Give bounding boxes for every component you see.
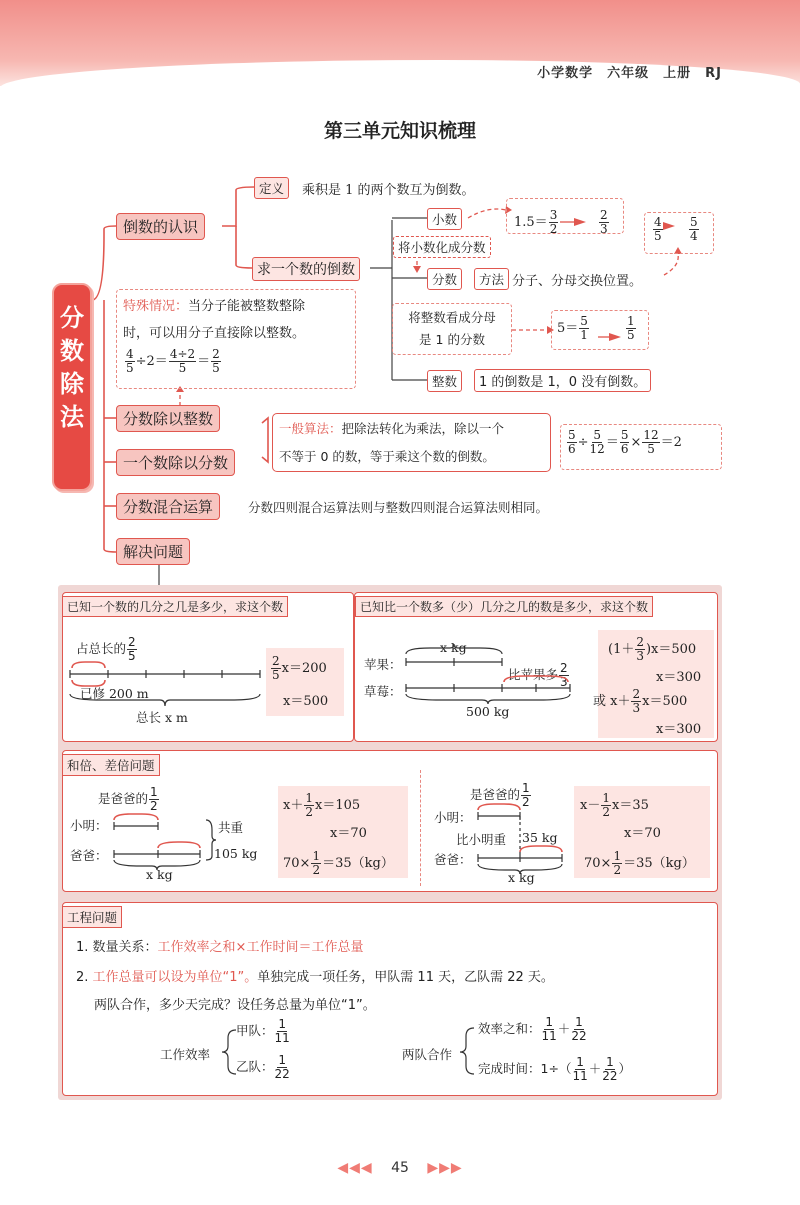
prev-arrows-icon: ◀◀◀ — [337, 1160, 373, 1176]
chapter-title: 分 数 除 法 — [52, 283, 92, 491]
p1-zongchang: 总长 x m — [136, 710, 188, 725]
branch-hunhe: 分数混合运算 — [116, 493, 220, 520]
p3-left-eq3: 70× $\frac{1}{2}$ ＝35（kg） — [283, 849, 394, 877]
p2-bipingguo: 比苹果多 $\frac{2}{3}$ — [508, 661, 568, 689]
branch-jiejue: 解决问题 — [116, 538, 190, 565]
p2-eq4: x＝300 — [656, 722, 702, 737]
hunhe-text: 分数四则混合运算法则与整数四则混合运算法则相同。 — [248, 500, 549, 515]
p3-right-eq2: x＝70 — [624, 826, 661, 841]
p3-right-eq3: 70× $\frac{1}{2}$ ＝35（kg） — [584, 849, 695, 877]
fenshu-label: 分数 — [427, 268, 462, 290]
zhengshu-text: 1 的倒数是 1，0 没有倒数。 — [474, 369, 651, 392]
p3-right-xiaoming: 小明： — [434, 810, 472, 825]
p1-zhan: 占总长的 $\frac{2}{5}$ — [76, 635, 136, 663]
p4-hezuo: 两队合作 — [402, 1047, 453, 1062]
p3-title: 和倍、差倍问题 — [62, 754, 160, 776]
p3-left-xkg: x kg — [146, 867, 173, 882]
p1-eq2: x＝500 — [283, 694, 329, 709]
teshu-line1: 特殊情况：当分子能被整数整除 — [123, 299, 306, 314]
p4-zhihe: 效率之和： $\frac{1}{11}$ ＋ $\frac{1}{22}$ — [478, 1015, 587, 1043]
yiban-example: $\frac{5}{6}$ ÷ $\frac{5}{12}$ ＝ $\frac{5}{6}$ × $\frac{12}{5}$ ＝2 — [568, 428, 682, 456]
yiban-line2: 不等于 0 的数，等于乘这个数的倒数。 — [279, 449, 495, 464]
book-info: 小学数学 六年级 上册 RJ — [537, 66, 722, 81]
next-arrows-icon: ▶▶▶ — [427, 1160, 463, 1176]
p3-right-eq1: x－ $\frac{1}{2}$ x＝35 — [580, 791, 649, 819]
frac-5-4: $\frac{5}{4}$ — [690, 215, 698, 243]
p4-yi: 乙队： $\frac{1}{22}$ — [236, 1053, 290, 1081]
p2-kg500: 500 kg — [466, 704, 510, 719]
p3-left-eq1: x＋ $\frac{1}{2}$ x＝105 — [283, 791, 361, 819]
fangfa-label: 方法 — [474, 268, 509, 290]
xiaoshu-result: $\frac{2}{3}$ — [600, 208, 608, 236]
dingyi-text: 乘积是 1 的两个数互为倒数。 — [302, 183, 475, 198]
p3-left-shibaba: 是爸爸的 $\frac{1}{2}$ — [98, 785, 158, 813]
branch-fen-zheng: 分数除以整数 — [116, 405, 220, 432]
p2-eq2: x＝300 — [656, 670, 702, 685]
p3-right-kg35: 35 kg — [522, 830, 558, 845]
branch-daoshu: 倒数的认识 — [116, 213, 205, 240]
p3-left-kg105: 105 kg — [214, 846, 258, 861]
p4-title: 工程问题 — [62, 906, 122, 928]
yiban-line1: 一般算法：把除法转化为乘法，除以一个 — [279, 421, 505, 436]
p4-line2: 2. 工作总量可以设为单位“1”。单独完成一项任务，甲队需 11 天，乙队需 22 天。 — [76, 970, 554, 985]
p2-title: 已知比一个数多（少）几分之几的数是多少，求这个数 — [355, 596, 653, 617]
p4-jia: 甲队： $\frac{1}{11}$ — [236, 1017, 290, 1045]
frac-1-5: $\frac{1}{5}$ — [627, 314, 635, 342]
xiaoshu-label: 小数 — [427, 208, 462, 230]
convert-label: 将小数化成分数 — [393, 236, 491, 258]
teshu-example: $\frac{4}{5}$ ÷2＝ $\frac{4\div 2}{5}$ ＝ $\frac{2}{5}$ — [126, 347, 220, 375]
qiu-daoshu-label: 求一个数的倒数 — [252, 257, 360, 281]
teshu-line2: 时，可以用分子直接除以整数。 — [123, 326, 306, 341]
p4-shijian: 完成时间：1÷（ $\frac{1}{11}$ ＋ $\frac{1}{22}$ ） — [478, 1055, 632, 1083]
fangfa-text: 分子、分母交换位置。 — [512, 274, 643, 289]
dingyi-label: 定义 — [254, 177, 289, 199]
p4-line3: 两队合作，多少天完成？设任务总量为单位“1”。 — [94, 998, 376, 1013]
p4-line1: 1. 数量关系：工作效率之和×工作时间＝工作总量 — [76, 940, 364, 955]
p3-left-eq2: x＝70 — [330, 826, 367, 841]
p2-xkg: x kg — [440, 640, 467, 655]
page-number: 45 — [391, 1160, 409, 1176]
p3-right-bixiaoming: 比小明重 — [456, 832, 507, 847]
page-footer — [0, 1160, 800, 1176]
p3-right-baba: 爸爸： — [434, 852, 472, 867]
zhengshu-tip: 将整数看成分母 是 1 的分数 — [392, 303, 512, 355]
zhengshu-label: 整数 — [427, 370, 462, 392]
p1-eq1: $\frac{2}{5}$ x＝200 — [272, 654, 327, 682]
frac-4-5: $\frac{4}{5}$ — [654, 215, 662, 243]
p3-right-xkg: x kg — [508, 870, 535, 885]
p1-yixiu: 已修 200 m — [80, 686, 149, 701]
p1-title: 已知一个数的几分之几是多少，求这个数 — [62, 596, 288, 617]
branch-yi-fen: 一个数除以分数 — [116, 449, 235, 476]
zhengshu-example: 5＝ $\frac{5}{1}$ — [557, 314, 588, 342]
p3-left-baba: 爸爸： — [70, 848, 108, 863]
xiaoshu-example: 1.5＝ $\frac{3}{2}$ — [514, 208, 558, 236]
p3-left-gongzhong: 共重 — [218, 820, 244, 835]
page-title: 第三单元知识梳理 — [323, 120, 476, 142]
p3-left-xiaoming: 小明： — [70, 818, 108, 833]
p2-eq1: (1＋ $\frac{2}{3}$ )x＝500 — [608, 635, 697, 663]
p3-right-shibaba: 是爸爸的 $\frac{1}{2}$ — [470, 781, 530, 809]
p4-xiaolv: 工作效率 — [160, 1047, 211, 1062]
p2-pingguo: 苹果： — [364, 657, 402, 672]
p2-caomei: 草莓： — [364, 684, 402, 699]
p2-eq3: 或 x＋ $\frac{2}{3}$ x＝500 — [593, 687, 688, 715]
